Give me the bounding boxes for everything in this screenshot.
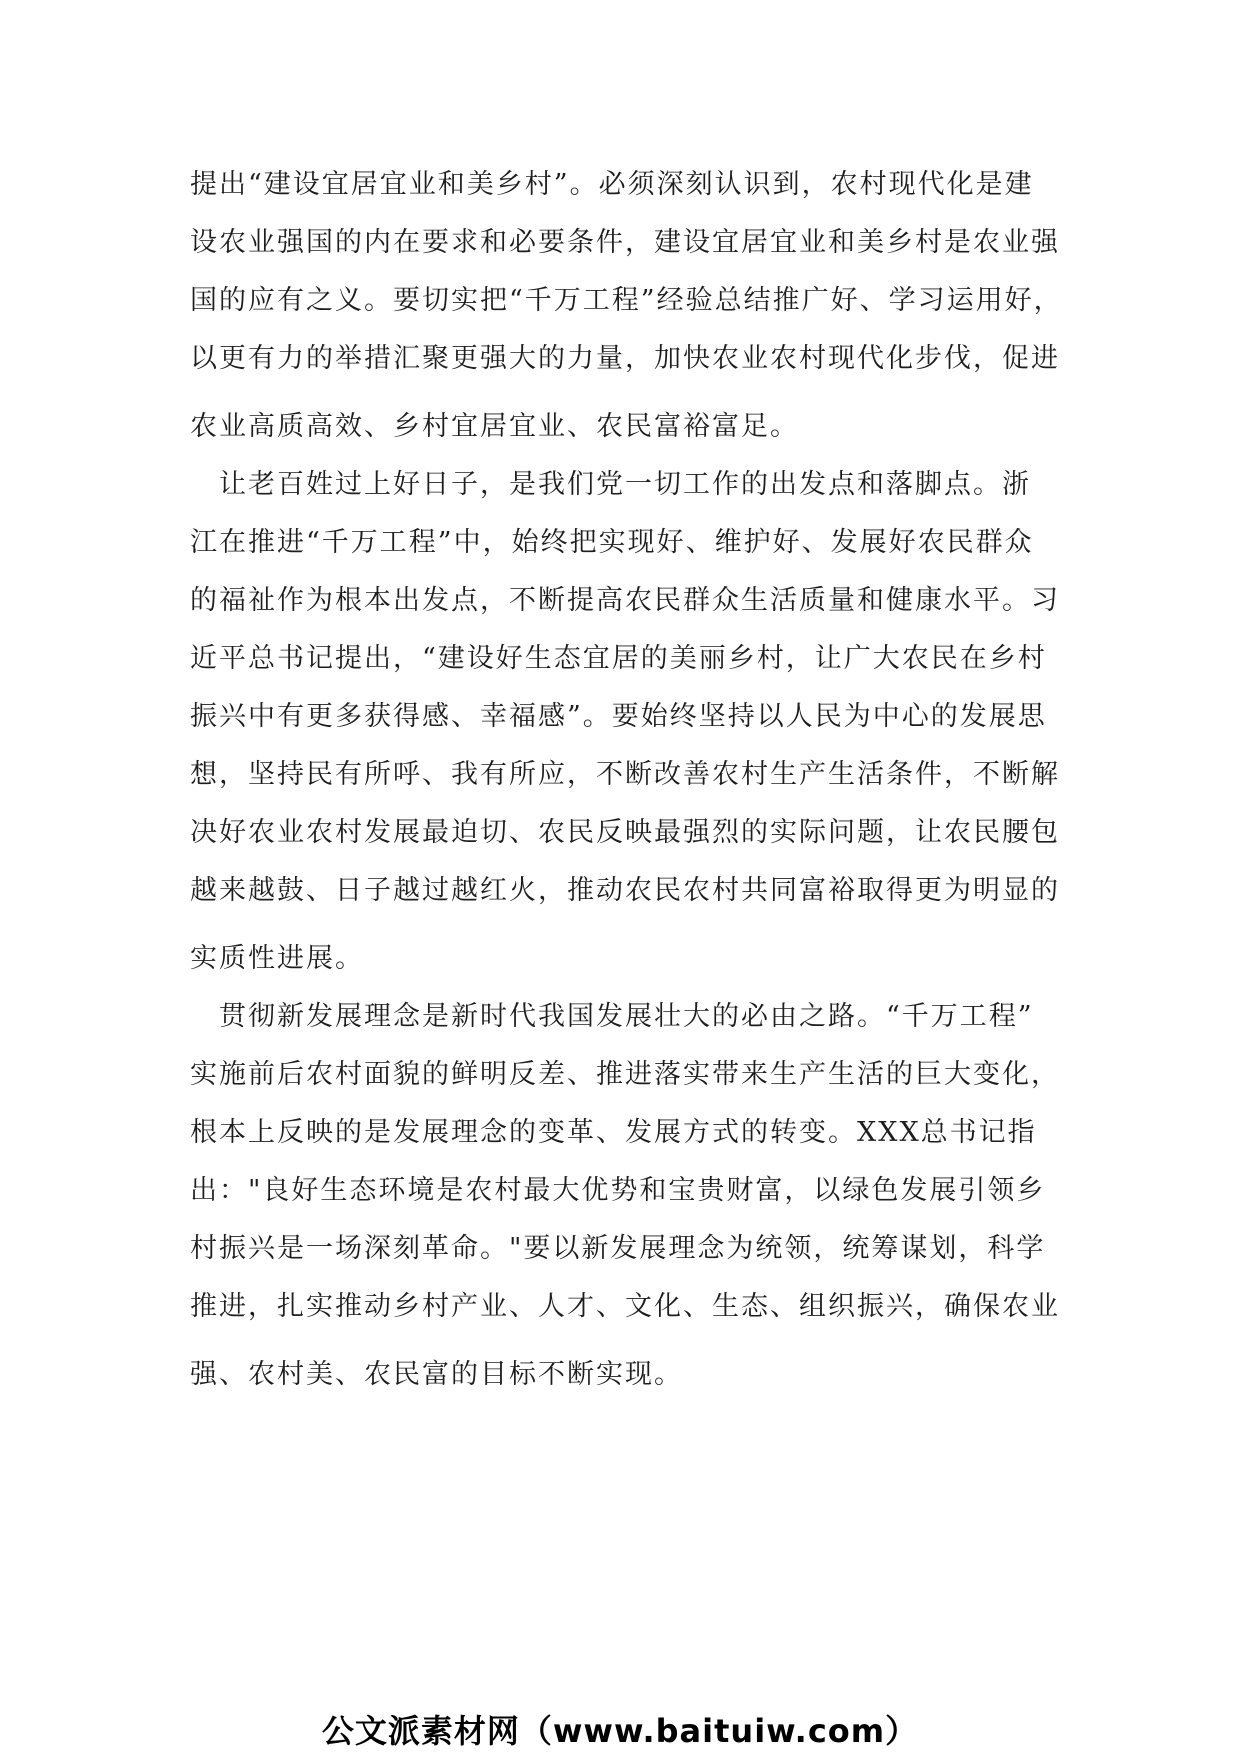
text-line: 实质性进展。 xyxy=(190,943,364,974)
text-line: 村振兴是一场深刻革命。"要以新发展理念为统领，统筹谋划，科学 xyxy=(190,1233,1046,1264)
text-line: 近平总书记提出，“建设好生态宜居的美丽乡村，让广大农民在乡村 xyxy=(190,643,1047,674)
text-line: 农业高质高效、乡村宜居宜业、农民富裕富足。 xyxy=(190,411,799,442)
text-line: 出："良好生态环境是农村最大优势和宝贵财富，以绿色发展引领乡 xyxy=(190,1175,1046,1206)
text-line: 设农业强国的内在要求和必要条件，建设宜居宜业和美乡村是农业强 xyxy=(190,227,1060,258)
text-line: 让老百姓过上好日子，是我们党一切工作的出发点和落脚点。浙 xyxy=(190,469,1031,500)
text-line: 以更有力的举措汇聚更强大的力量，加快农业农村现代化步伐，促进 xyxy=(190,343,1060,374)
text-line: 提出“建设宜居宜业和美乡村”。必须深刻认识到，农村现代化是建 xyxy=(190,169,1034,200)
text-line: 决好农业农村发展最迫切、农民反映最强烈的实际问题，让农民腰包 xyxy=(190,817,1060,848)
text-line: 实施前后农村面貌的鲜明反差、推进落实带来生产生活的巨大变化， xyxy=(190,1059,1060,1090)
text-line: 根本上反映的是发展理念的变革、发展方式的转变。XXX总书记指 xyxy=(190,1117,1037,1148)
text-line: 国的应有之义。要切实把“千万工程”经验总结推广好、学习运用好， xyxy=(190,285,1063,316)
text-line: 江在推进“千万工程”中，始终把实现好、维护好、发展好农民群众 xyxy=(190,527,1034,558)
text-line: 的福祉作为根本出发点，不断提高农民群众生活质量和健康水平。习 xyxy=(190,585,1060,616)
text-line: 强、农村美、农民富的目标不断实现。 xyxy=(190,1359,683,1390)
text-line: 贯彻新发展理念是新时代我国发展壮大的必由之路。“千万工程” xyxy=(190,1001,1034,1032)
text-line: 越来越鼓、日子越过越红火，推动农民农村共同富裕取得更为明显的 xyxy=(190,875,1060,906)
text-line: 想，坚持民有所呼、我有所应，不断改善农村生产生活条件，不断解 xyxy=(190,759,1060,790)
text-line: 振兴中有更多获得感、幸福感”。要始终坚持以人民为中心的发展思 xyxy=(190,701,1047,732)
footer-watermark: 公文派素材网（www.baituiw.com） xyxy=(321,1712,919,1750)
text-line: 推进，扎实推动乡村产业、人才、文化、生态、组织振兴，确保农业 xyxy=(190,1291,1060,1322)
